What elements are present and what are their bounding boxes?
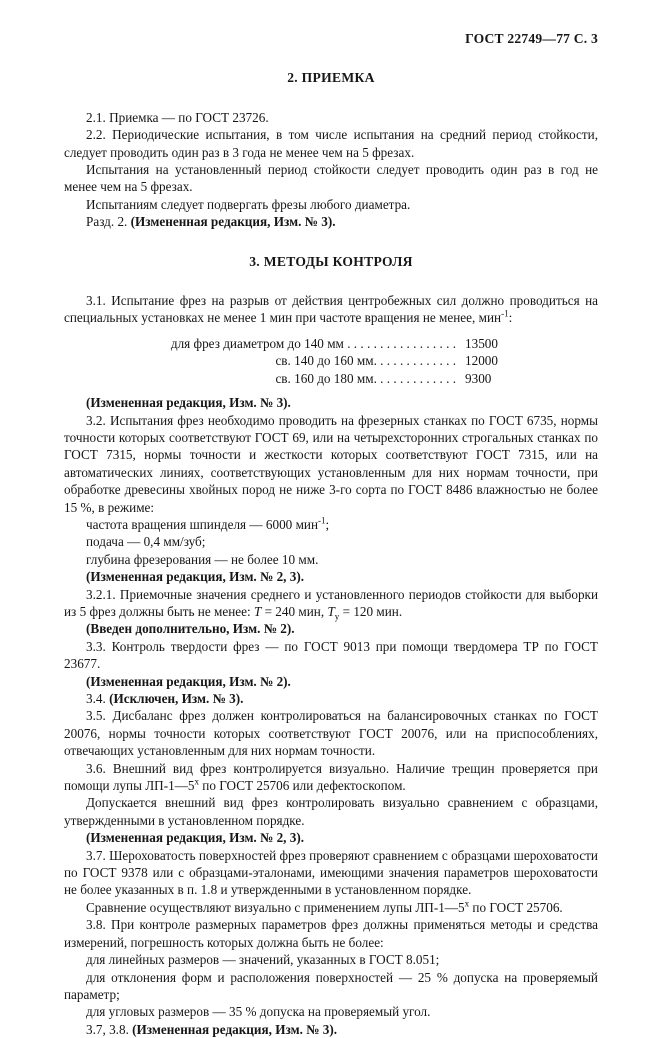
paragraph [64, 638, 598, 673]
page-header: ГОСТ 22749—77 С. 3 [465, 31, 598, 46]
paragraph [64, 690, 598, 707]
text-run: (Измененная редакция, Изм. № 3). [132, 1021, 338, 1037]
paragraph [64, 394, 598, 411]
text-run: Т [253, 603, 262, 619]
text-run: 3.4. [86, 691, 110, 706]
document-body [64, 69, 598, 1038]
leader-label: св. 140 до 160 мм. . . . . . . . . . . . . [275, 353, 456, 369]
text-run: глубина фрезерования — не более 10 мм. [86, 551, 319, 567]
leader-value: 9300 [465, 370, 492, 386]
text-run: 3.7. Шероховатость поверхностей фрез проверяют сравнением с образцами шероховатости по ГОСТ 9378 или с образцами-эталонами, имеющими значения параметров шероховатости не более указанных в п. 1.8 и утвержденными в установленном порядке. [64, 847, 598, 898]
paragraph [64, 760, 598, 795]
leader-table [64, 335, 598, 387]
text-run: -1 [318, 515, 326, 526]
paragraph [64, 794, 598, 829]
text-run: = 240 мин, [261, 603, 328, 619]
text-run: 3.2. Испытания фрез необходимо проводить на фрезерных станках по ГОСТ 6735, нормы точности которых соответствуют ГОСТ 69, или на четырехсторонних строгальных станках по ГОСТ 7315, нормы точности и жесткости которых соответствуют ГОСТ 7315, или на автоматических линиях, соответствующих установленным для них нормам точности, при обработке древесины хвойных пород не ниже 3-го сорта по ГОСТ 8486 влажностью не более 15 %, в режиме: [64, 412, 598, 515]
text-run: : [508, 310, 513, 326]
text-run: у [334, 611, 340, 622]
section-heading: 2. ПРИЕМКА [287, 70, 375, 86]
paragraph [64, 568, 598, 585]
text-run: (Исключен, Изм. № 3). [109, 691, 244, 706]
paragraph [64, 213, 598, 230]
leader-row [64, 370, 598, 387]
paragraph [64, 847, 598, 899]
paragraph [64, 126, 598, 161]
section-heading: 3. МЕТОДЫ КОНТРОЛЯ [249, 253, 413, 269]
text-run: х [464, 898, 470, 909]
paragraph [64, 412, 598, 516]
text-run: для линейных размеров — значений, указанных в ГОСТ 8.051; [86, 952, 440, 968]
text-run: частота вращения шпинделя — 6000 мин [86, 516, 319, 532]
text-run: 3.2.1. Приемочные значения среднего и установленного периодов стойкости для выборки из 5 фрез должны быть не менее: [64, 586, 598, 619]
text-run: ; [325, 516, 330, 532]
text-run: 3.6. Внешний вид фрез контролируется визуально. Наличие трещин проверяется при помощи лупы ЛП-1—5 [64, 760, 598, 794]
text-run: (Измененная редакция, Изм. № 2, 3). [86, 830, 305, 846]
text-run: 3.5. Дисбаланс фрез должен контролироваться на балансировочных станках по ГОСТ 20076, нормы точности которых соответствуют ГОСТ 20076, или на приспособлениях, отвечающих установленным для них нормам точности. [64, 708, 598, 759]
paragraph [64, 551, 598, 568]
text-run: = 120 мин. [339, 603, 403, 619]
text-run: (Измененная редакция, Изм. № 3). [86, 395, 291, 411]
paragraph [64, 620, 598, 637]
text-run: Испытания на установленный период стойкости следует проводить один раз в год не менее чем на 5 фрезах. [64, 162, 598, 195]
text-run: (Измененная редакция, Изм. № 2). [86, 673, 291, 689]
paragraph [64, 586, 598, 621]
paragraph [64, 1003, 598, 1020]
text-run: подача — 0,4 мм/зуб; [86, 534, 206, 550]
paragraph [64, 829, 598, 846]
paragraph [64, 673, 598, 690]
leader-value: 12000 [465, 353, 498, 369]
text-run: Испытаниям следует подвергать фрезы любого диаметра. [86, 196, 411, 212]
paragraph [64, 951, 598, 968]
paragraph [64, 916, 598, 951]
text-run: (Введен дополнительно, Изм. № 2). [86, 621, 295, 637]
text-run: 2.2. Периодические испытания, в том числе испытания на средний период стойкости, следует проводить один раз в 3 года не менее чем на 5 фрезах. [64, 127, 598, 160]
text-run: 3.1. Испытание фрез на разрыв от действия центробежных сил должно проводиться на специальных установках не менее 1 мин при частоте вращения не менее, мин [64, 293, 598, 326]
text-run: 3.8. При контроле размерных параметров фрез должны применяться методы и средства измерений, погрешность которых должна быть не более: [64, 917, 598, 950]
leader-label: св. 160 до 180 мм. . . . . . . . . . . . . [275, 370, 456, 386]
text-run: по ГОСТ 25706. [469, 899, 563, 915]
paragraph [64, 1021, 598, 1038]
text-run: для отклонения форм и расположения поверхностей — 25 % допуска на проверяемый параметр; [64, 969, 598, 1002]
paragraph [64, 516, 598, 533]
paragraph [64, 109, 598, 126]
text-run: х [194, 776, 199, 787]
text-run: 3.3. Контроль твердости фрез — по ГОСТ 9013 при помощи твердомера ТР по ГОСТ 23677. [64, 638, 598, 672]
paragraph [64, 533, 598, 550]
paragraph [64, 707, 598, 759]
leader-row [64, 352, 598, 369]
paragraph [64, 292, 598, 327]
text-run: (Измененная редакция, Изм. № 3). [130, 214, 336, 230]
paragraph [64, 161, 598, 196]
paragraph [64, 969, 598, 1004]
text-run: 3.7, 3.8. [86, 1021, 133, 1037]
text-run: Т [327, 603, 335, 619]
text-run: 2.1. Приемка — по ГОСТ 23726. [86, 109, 269, 125]
leader-label: для фрез диаметром до 140 мм . . . . . . . . . . . . . . . . . [170, 335, 456, 351]
leader-value: 13500 [465, 335, 498, 351]
paragraph [64, 899, 598, 916]
leader-row [64, 335, 598, 352]
text-run: по ГОСТ 25706 или дефектоскопом. [198, 778, 406, 794]
paragraph [64, 196, 598, 213]
text-run: Сравнение осуществляют визуально с применением лупы ЛП-1—5 [86, 899, 465, 915]
text-run: для угловых размеров — 35 % допуска на проверяемый угол. [86, 1004, 431, 1020]
text-run: (Измененная редакция, Изм. № 2, 3). [86, 569, 305, 585]
text-run: Разд. 2. [86, 214, 131, 230]
text-run: Допускается внешний вид фрез контролировать визуально сравнением с образцами, утвержденными в установленном порядке. [64, 795, 598, 828]
text-run: -1 [501, 309, 509, 320]
